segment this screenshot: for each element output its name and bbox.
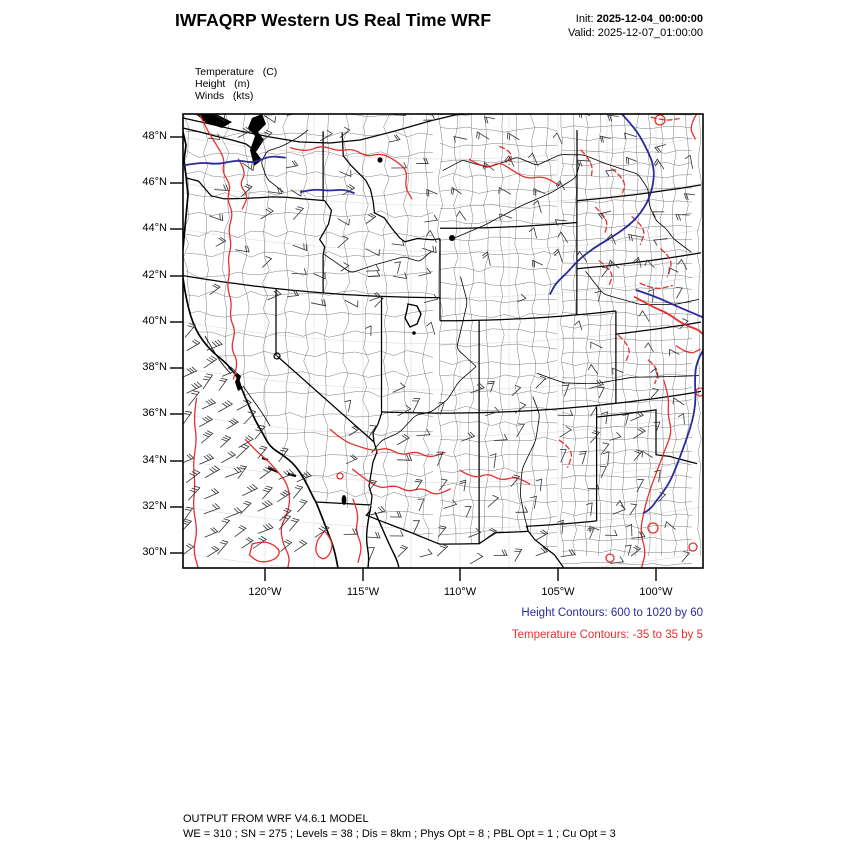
valid-label: Valid: [568, 27, 598, 39]
legend-temperature: Temperature (C) [195, 66, 278, 78]
init-label: Init: [575, 13, 597, 25]
lat-tick-label: 34°N [142, 454, 167, 466]
lat-tick-label: 46°N [142, 176, 167, 188]
init-time [576, 13, 703, 25]
lon-tick-label: 100°W [639, 586, 673, 598]
legend-winds: Winds (kts) [195, 90, 254, 102]
legend-height: Height (m) [195, 78, 250, 90]
lat-tick-label: 48°N [142, 130, 167, 142]
model-output-label: OUTPUT FROM WRF V4.6.1 MODEL [183, 813, 369, 825]
valid-value: 2025-12-07_01:00:00 [597, 27, 703, 39]
plot-title: IWFAQRP Western US Real Time WRF [174, 10, 492, 30]
lon-tick-label: 120°W [248, 586, 282, 598]
lat-tick-label: 42°N [142, 269, 167, 281]
lon-tick-label: 110°W [443, 586, 477, 598]
model-config-label: WE = 310 ; SN = 275 ; Levels = 38 ; Dis = 8km ; Phys Opt = 8 ; PBL Opt = 1 ; Cu Opt = 3 [183, 828, 616, 840]
lon-tick-label: 115°W [346, 586, 380, 598]
lon-tick-label: 105°W [541, 586, 575, 598]
lat-tick-label: 30°N [142, 546, 167, 558]
valid-time [568, 27, 703, 39]
init-value: 2025-12-04_00:00:00 [596, 13, 703, 25]
lat-tick-label: 36°N [142, 407, 167, 419]
lat-tick-label: 32°N [142, 500, 167, 512]
lat-tick-label: 44°N [142, 222, 167, 234]
temperature-contour-info: Temperature Contours: -35 to 35 by 5 [511, 629, 703, 641]
height-contour-info: Height Contours: 600 to 1020 by 60 [521, 607, 703, 619]
lat-tick-label: 40°N [142, 315, 167, 327]
map-frame [183, 114, 703, 568]
lat-tick-label: 38°N [142, 361, 167, 373]
